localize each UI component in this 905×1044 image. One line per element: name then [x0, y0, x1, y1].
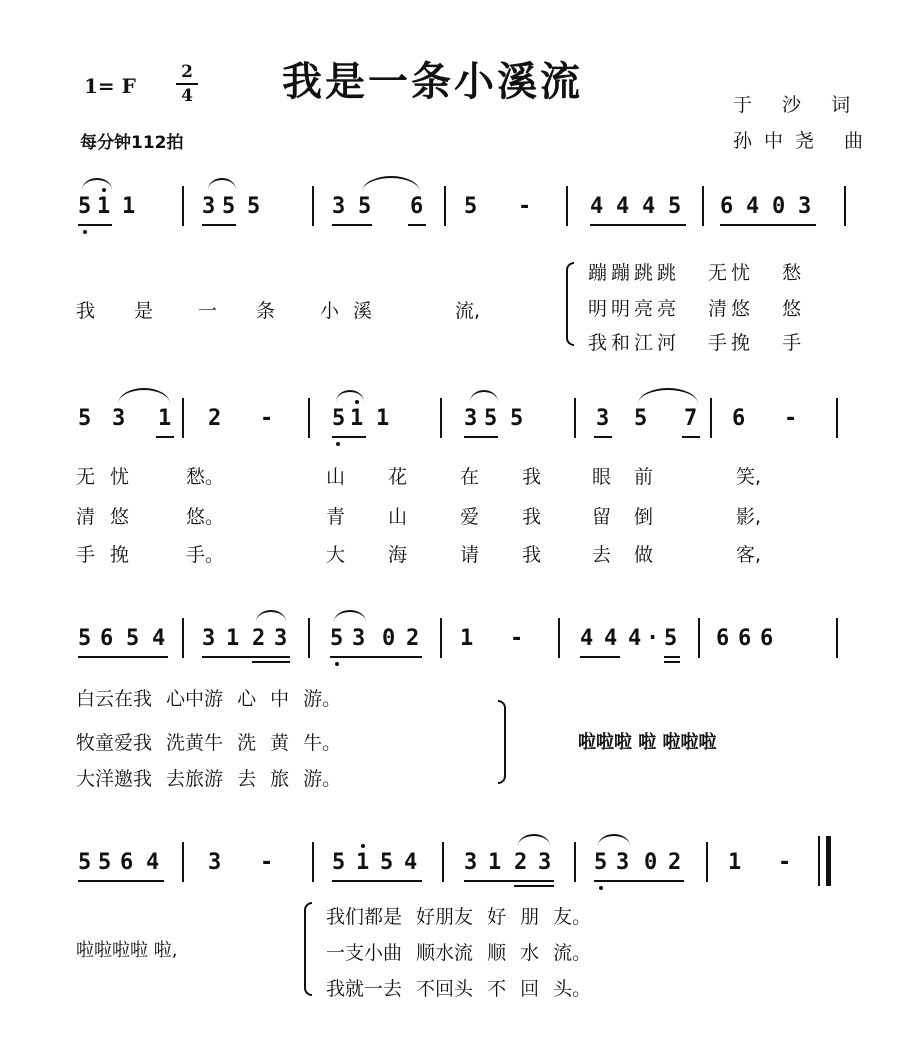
note: 1 [488, 850, 502, 875]
note: 5 [98, 850, 112, 875]
note: 5 [332, 406, 346, 431]
note: - [260, 406, 274, 431]
bar-line [312, 186, 314, 226]
underline [514, 885, 554, 887]
bar-line [844, 186, 846, 226]
note: 6 [760, 626, 774, 651]
note: 5 [78, 626, 92, 651]
bar-line [182, 842, 184, 882]
underline [580, 656, 620, 658]
meter-bar [176, 83, 198, 85]
verse-brace [566, 262, 574, 346]
note: - [778, 850, 792, 875]
note: 3 [538, 850, 552, 875]
note: 5 [464, 194, 478, 219]
note: 1 [158, 406, 172, 431]
note: 1 [97, 194, 111, 219]
note: 6 [716, 626, 730, 651]
time-signature [176, 62, 198, 106]
note: 0 [772, 194, 786, 219]
note: 4 [152, 626, 166, 651]
note: 1 [356, 850, 370, 875]
verse-brace [498, 700, 506, 784]
lyric: 悠。 [186, 506, 225, 528]
meter-top: 2 [181, 62, 193, 82]
note: · [646, 626, 660, 651]
lyric: 去 [592, 544, 612, 566]
underline [332, 436, 366, 438]
bar-line [182, 186, 184, 226]
note: 6 [720, 194, 734, 219]
verse-3: 我和江河 手挽 手 [588, 332, 806, 354]
note: 1 [226, 626, 240, 651]
note: 2 [252, 626, 266, 651]
note: 5 [380, 850, 394, 875]
bar-line [442, 842, 444, 882]
bar-line [182, 618, 184, 658]
bar-line [836, 398, 838, 438]
note: 3 [208, 850, 222, 875]
verse-2: 牧童爱我 洗黄牛 洗 黄 牛。 [76, 732, 342, 754]
note: 5 [484, 406, 498, 431]
lyric: 悠 [110, 506, 130, 528]
composer: 孙中尧 曲 [733, 130, 876, 152]
note: 3 [616, 850, 630, 875]
tie [598, 834, 630, 846]
tie [256, 610, 286, 622]
note: 1 [350, 406, 364, 431]
note: 1 [460, 626, 474, 651]
high-dot [361, 844, 365, 848]
note: 1 [376, 406, 390, 431]
underline [202, 656, 290, 658]
tie [334, 610, 366, 622]
underline [720, 224, 816, 226]
lyric: 我 [522, 506, 542, 528]
final-bar-thin [818, 836, 820, 886]
note: 6 [410, 194, 424, 219]
note: 7 [684, 406, 698, 431]
lyric: 无 [76, 466, 96, 488]
note: 1 [728, 850, 742, 875]
lyric: 我 [522, 544, 542, 566]
lyric: 小溪 [320, 300, 387, 322]
lyric: 我 [76, 300, 96, 322]
lyric: 爱 [460, 506, 480, 528]
note: 5 [668, 194, 682, 219]
lyric: 花 [388, 466, 408, 488]
lyric: 海 [388, 544, 408, 566]
underline [594, 436, 612, 438]
verse-2: 一支小曲 顺水流 顺 水 流。 [326, 942, 592, 964]
note: 3 [798, 194, 812, 219]
song-title: 我是一条小溪流 [282, 59, 583, 105]
lyric: 条 [256, 300, 276, 322]
underline [464, 880, 554, 882]
note: 3 [352, 626, 366, 651]
tie [82, 178, 112, 190]
bar-line [558, 618, 560, 658]
note: 5 [332, 850, 346, 875]
note: 5 [634, 406, 648, 431]
lyric: 挽 [110, 544, 130, 566]
verse-brace [304, 902, 312, 996]
note: 1 [122, 194, 136, 219]
underline [330, 656, 422, 658]
bar-line [312, 842, 314, 882]
note: 3 [332, 194, 346, 219]
note: 5 [510, 406, 524, 431]
note: 4 [146, 850, 160, 875]
note: 4 [746, 194, 760, 219]
note: 4 [590, 194, 604, 219]
note: 5 [222, 194, 236, 219]
note: 4 [604, 626, 618, 651]
bar-line [710, 398, 712, 438]
bar-line [702, 186, 704, 226]
bar-line [440, 398, 442, 438]
tie [518, 834, 550, 846]
bar-line [706, 842, 708, 882]
note: - [510, 626, 524, 651]
underline [332, 224, 372, 226]
note: 5 [358, 194, 372, 219]
lyric: 清 [76, 506, 96, 528]
note: 2 [406, 626, 420, 651]
note: 6 [100, 626, 114, 651]
note: 5 [594, 850, 608, 875]
underline [682, 436, 700, 438]
verse-1: 我们都是 好朋友 好 朋 友。 [326, 906, 592, 928]
lyric: 留 [592, 506, 612, 528]
underline [594, 880, 684, 882]
note: 4 [642, 194, 656, 219]
tie [470, 390, 498, 402]
lyric: 青 [326, 506, 346, 528]
note: 0 [382, 626, 396, 651]
lyric: 在 [460, 466, 480, 488]
tie [638, 388, 698, 404]
lyric: 大 [326, 544, 346, 566]
lyricist: 于 沙 词 [733, 94, 863, 116]
lyric: 手。 [186, 544, 225, 566]
lyric: 忧 [110, 466, 130, 488]
bar-line [308, 398, 310, 438]
note: 6 [738, 626, 752, 651]
lyric: 山 [388, 506, 408, 528]
note: 3 [464, 406, 478, 431]
note: 5 [78, 850, 92, 875]
lyric: 是 [134, 300, 154, 322]
underline [464, 436, 498, 438]
underline [202, 224, 236, 226]
lyric: 我 [522, 466, 542, 488]
bar-line [444, 186, 446, 226]
verse-1: 蹦蹦跳跳 无忧 愁 [588, 262, 806, 284]
lead-lyric: 啦啦啦啦 啦, [76, 940, 178, 961]
note: 3 [112, 406, 126, 431]
staff-line-1 [70, 180, 850, 270]
lyric: 山 [326, 466, 346, 488]
note: 3 [464, 850, 478, 875]
note: 0 [644, 850, 658, 875]
underline [156, 436, 174, 438]
note: 3 [274, 626, 288, 651]
note: - [260, 850, 274, 875]
lyric: 眼 [592, 466, 612, 488]
note: 2 [208, 406, 222, 431]
lyric: 笑, [736, 466, 762, 488]
verse-3: 大洋邀我 去旅游 去 旅 游。 [76, 768, 342, 790]
note: 4 [616, 194, 630, 219]
underline [78, 880, 164, 882]
lyric: 手 [76, 544, 96, 566]
note: 5 [664, 626, 678, 651]
note: 3 [202, 194, 216, 219]
low-dot [83, 230, 87, 234]
low-dot [335, 662, 339, 666]
meter-bottom: 4 [181, 86, 193, 106]
bar-line [308, 618, 310, 658]
bar-line [566, 186, 568, 226]
lyric: 倒 [634, 506, 654, 528]
note: 5 [126, 626, 140, 651]
verse-2: 明明亮亮 清悠 悠 [588, 298, 806, 320]
note: 3 [202, 626, 216, 651]
tie [208, 178, 236, 190]
note: 5 [247, 194, 261, 219]
note: 2 [668, 850, 682, 875]
lyric: 做 [634, 544, 654, 566]
note: 2 [514, 850, 528, 875]
bar-line [440, 618, 442, 658]
underline [78, 224, 112, 226]
verse-1: 白云在我 心中游 心 中 游。 [76, 688, 342, 710]
note: - [784, 406, 798, 431]
underline [664, 656, 680, 658]
note: 6 [732, 406, 746, 431]
underline [664, 661, 680, 663]
lyric: 流, [455, 300, 481, 322]
final-bar-thick [826, 836, 831, 886]
bar-line [698, 618, 700, 658]
underline [332, 880, 422, 882]
note: 5 [78, 406, 92, 431]
lyric: 前 [634, 466, 654, 488]
underline [78, 656, 168, 658]
note: 4 [628, 626, 642, 651]
tempo: 每分钟112拍 [80, 133, 184, 153]
lyric: 客, [736, 544, 762, 566]
refrain: 啦啦啦 啦 啦啦啦 [578, 732, 717, 753]
bar-line [836, 618, 838, 658]
note: 5 [78, 194, 92, 219]
note: 3 [596, 406, 610, 431]
lyric: 一 [198, 300, 218, 322]
tie [336, 390, 364, 402]
bar-line [182, 398, 184, 438]
low-dot [336, 442, 340, 446]
bar-line [574, 842, 576, 882]
note: 4 [404, 850, 418, 875]
underline [252, 661, 290, 663]
bar-line [574, 398, 576, 438]
underline [590, 224, 686, 226]
lyric: 影, [736, 506, 762, 528]
tie [118, 388, 170, 404]
note: 5 [330, 626, 344, 651]
low-dot [599, 886, 603, 890]
lyric: 请 [460, 544, 480, 566]
note: 4 [580, 626, 594, 651]
key-signature: 1= F [84, 74, 136, 98]
tie [362, 176, 420, 192]
underline [408, 224, 426, 226]
lyric: 愁。 [186, 466, 225, 488]
note: - [518, 194, 532, 219]
verse-3: 我就一去 不回头 不 回 头。 [326, 978, 592, 1000]
note: 6 [120, 850, 134, 875]
